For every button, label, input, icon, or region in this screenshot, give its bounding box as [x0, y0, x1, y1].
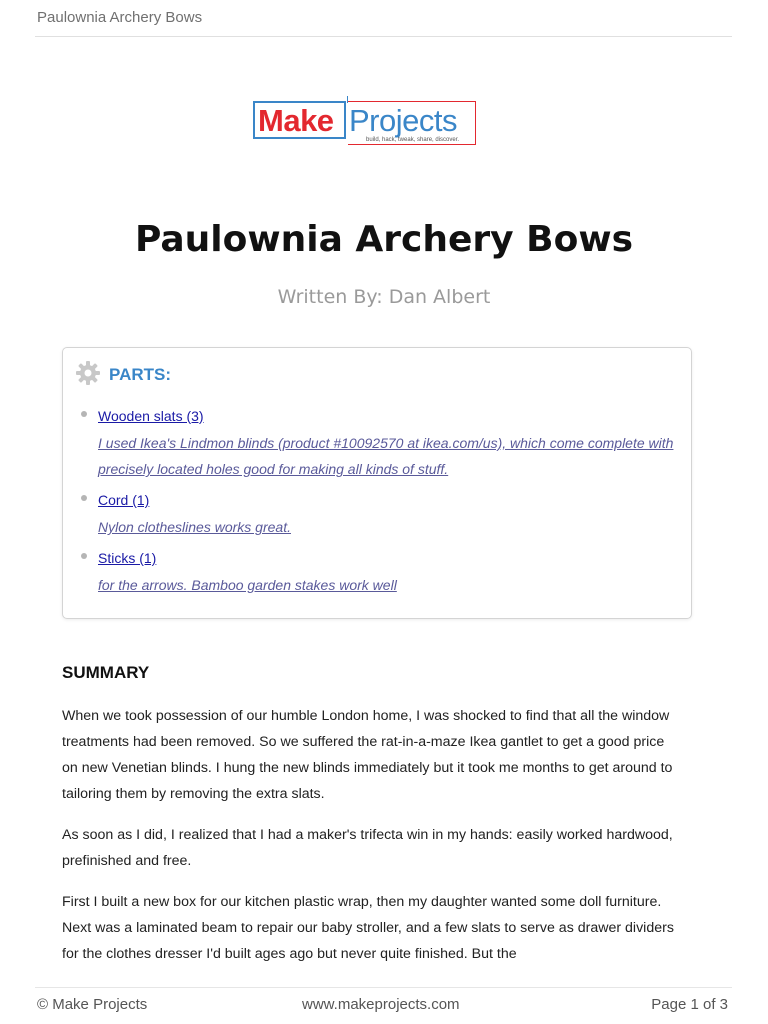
running-header: Paulownia Archery Bows — [37, 9, 203, 26]
summary-paragraph: As soon as I did, I realized that I had a maker's trifecta win in my hands: easily worked hardwood, prefinished and free. — [62, 827, 673, 869]
parts-heading: PARTS: — [109, 365, 172, 384]
bullet — [81, 411, 87, 417]
part-link[interactable]: Wooden slats (3) — [98, 408, 204, 424]
logo-make-text: Make — [258, 103, 334, 138]
document-title: Paulownia Archery Bows — [134, 219, 634, 260]
footer-copyright: © Make Projects — [37, 996, 148, 1013]
footer-rule — [35, 987, 732, 988]
summary-heading: SUMMARY — [62, 663, 150, 682]
logo-projects-text: Projects — [349, 103, 457, 138]
header-rule — [35, 36, 732, 37]
summary-paragraph: First I built a new box for our kitchen plastic wrap, then my daughter wanted some doll furniture. Next was a laminated beam to repair our baby stroller, and a few slats to serve as drawer dividers for the clothes dresser I'd built ages ago but never quite finished. But the — [62, 894, 674, 962]
bullet — [81, 495, 87, 501]
part-note[interactable]: for the arrows. Bamboo garden stakes work well — [98, 577, 397, 593]
part-link[interactable]: Sticks (1) — [98, 550, 157, 566]
part-note[interactable]: Nylon clotheslines works great. — [98, 519, 291, 535]
part-note[interactable]: I used Ikea's Lindmon blinds (product #10092570 at ikea.com/us), which come complete with precisely located holes good for making all kinds of stuff. — [98, 435, 674, 477]
logo-tagline: build, hack, tweak, share, discover. — [366, 137, 460, 143]
footer-page-number: Page 1 of 3 — [651, 996, 728, 1013]
gear-icon — [75, 360, 101, 386]
parts-box — [62, 347, 692, 619]
bullet — [81, 553, 87, 559]
footer-website[interactable]: www.makeprojects.com — [302, 996, 460, 1013]
make-projects-logo — [250, 96, 480, 152]
summary-paragraph: When we took possession of our humble London home, I was shocked to find that all the window treatments had been removed. So we suffered the rat-in-a-maze Ikea gantlet to get a good price on new Venetian blinds. I hung the new blinds immediately but it took me months to get around to tailoring them by removing the extra slats. — [62, 708, 673, 802]
part-link[interactable]: Cord (1) — [98, 492, 150, 508]
document-author: Written By: Dan Albert — [277, 286, 491, 308]
